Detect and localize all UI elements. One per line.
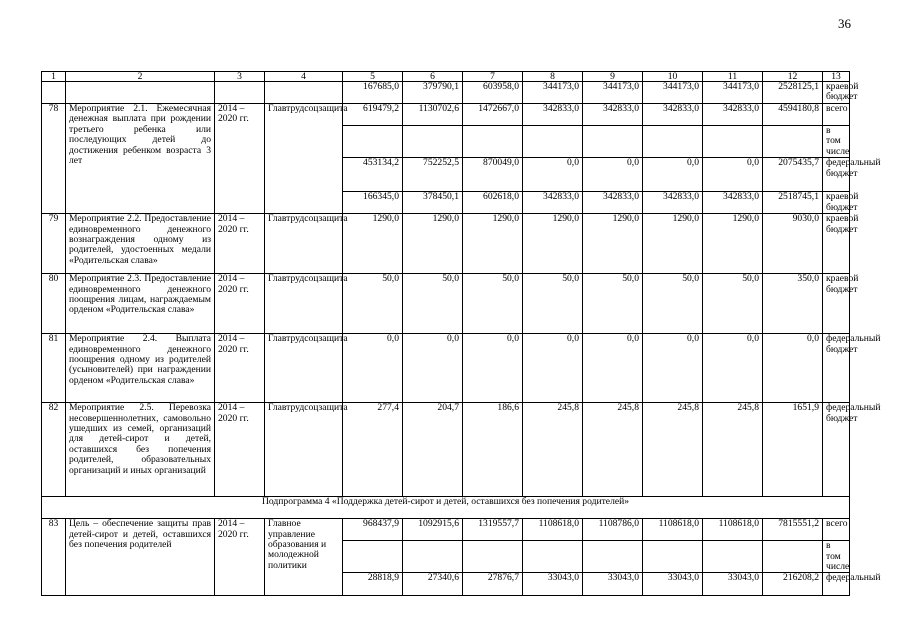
value-cell: 277,4 (343, 403, 403, 497)
executor-cell: Главтрудсоцзащита (265, 214, 343, 274)
value-cell: 2075435,7 (763, 158, 823, 192)
column-number-cell: 5 (343, 72, 403, 82)
value-cell: 1319557,7 (463, 519, 523, 541)
funding-source-cell: в том числе (823, 126, 850, 158)
subprogram-title: Подпрограмма 4 «Поддержка детей-сирот и детей, оставшихся без попечения родителей» (42, 497, 850, 519)
funding-source-cell: в том числе (823, 541, 850, 573)
value-cell: 33043,0 (583, 573, 643, 596)
value-cell: 50,0 (583, 274, 643, 334)
value-cell: 0,0 (643, 158, 703, 192)
value-cell (703, 541, 763, 573)
value-cell: 342833,0 (523, 104, 583, 126)
value-cell: 342833,0 (583, 104, 643, 126)
value-cell: 619479,2 (343, 104, 403, 126)
column-number-cell: 8 (523, 72, 583, 82)
value-cell: 1472667,0 (463, 104, 523, 126)
executor-cell: Главтрудсоцзащита (265, 334, 343, 403)
executor-cell: Главное управление образования и молодежной политики (265, 519, 343, 596)
funding-source-cell: всего (823, 519, 850, 541)
value-cell (523, 126, 583, 158)
row-number-cell: 78 (42, 104, 66, 214)
empty-cell (66, 82, 215, 104)
value-cell: 1290,0 (403, 214, 463, 274)
column-number-cell: 11 (703, 72, 763, 82)
value-cell (403, 126, 463, 158)
value-cell (403, 541, 463, 573)
value-cell: 378450,1 (403, 192, 463, 214)
value-cell: 0,0 (643, 334, 703, 403)
value-cell: 602618,0 (463, 192, 523, 214)
value-cell: 342833,0 (523, 192, 583, 214)
empty-cell (215, 82, 265, 104)
value-cell: 342833,0 (703, 104, 763, 126)
value-cell: 50,0 (463, 274, 523, 334)
period-cell: 2014 – 2020 гг. (215, 334, 265, 403)
value-cell (343, 541, 403, 573)
value-cell: 1290,0 (583, 214, 643, 274)
value-cell: 9030,0 (763, 214, 823, 274)
table-row (42, 214, 850, 274)
period-cell: 2014 – 2020 гг. (215, 214, 265, 274)
value-cell: 33043,0 (643, 573, 703, 596)
value-cell: 0,0 (703, 334, 763, 403)
value-cell: 216208,2 (763, 573, 823, 596)
column-number-cell: 12 (763, 72, 823, 82)
value-cell: 27876,7 (463, 573, 523, 596)
empty-cell (265, 82, 343, 104)
value-cell: 27340,6 (403, 573, 463, 596)
value-cell (463, 126, 523, 158)
value-cell: 1108618,0 (523, 519, 583, 541)
value-cell: 2528125,1 (763, 82, 823, 104)
value-cell: 0,0 (763, 334, 823, 403)
row-number-cell: 80 (42, 274, 66, 334)
table-row (42, 403, 850, 497)
value-cell: 50,0 (403, 274, 463, 334)
column-number-cell: 10 (643, 72, 703, 82)
value-cell: 1108618,0 (643, 519, 703, 541)
value-cell: 342833,0 (583, 192, 643, 214)
value-cell: 0,0 (523, 158, 583, 192)
measure-name-cell: Мероприятие 2.4. Выплата единовременного денежного поощрения одному из родителей (усыновителей) при награждении орденом «Родительская слава» (66, 334, 215, 403)
value-cell: 245,8 (523, 403, 583, 497)
value-cell: 33043,0 (703, 573, 763, 596)
row-number-cell: 81 (42, 334, 66, 403)
value-cell: 50,0 (643, 274, 703, 334)
period-cell: 2014 – 2020 гг. (215, 104, 265, 214)
row-number-cell: 83 (42, 519, 66, 596)
value-cell: 245,8 (703, 403, 763, 497)
table-row (42, 82, 850, 104)
value-cell: 379790,1 (403, 82, 463, 104)
value-cell (583, 126, 643, 158)
value-cell: 344173,0 (703, 82, 763, 104)
value-cell: 0,0 (403, 334, 463, 403)
value-cell (763, 541, 823, 573)
column-number-cell: 3 (215, 72, 265, 82)
value-cell: 7815551,2 (763, 519, 823, 541)
value-cell: 342833,0 (703, 192, 763, 214)
measure-name-cell: Мероприятие 2.2. Предоставление единовременного денежного вознаграждения одному из родителей, удостоенных медали «Родительская слава» (66, 214, 215, 274)
period-cell: 2014 – 2020 гг. (215, 519, 265, 596)
value-cell: 344173,0 (643, 82, 703, 104)
funding-source-cell: всего (823, 104, 850, 126)
table-row (42, 274, 850, 334)
value-cell (583, 541, 643, 573)
funding-source-cell: федеральный бюджет (823, 403, 850, 497)
value-cell: 4594180,8 (763, 104, 823, 126)
funding-source-cell: краевой бюджет (823, 82, 850, 104)
value-cell (643, 126, 703, 158)
value-cell: 186,6 (463, 403, 523, 497)
value-cell: 1092915,6 (403, 519, 463, 541)
measure-name-cell: Мероприятие 2.3. Предоставление единовременного денежного поощрения лицам, награждаемым орденом «Родительская слава» (66, 274, 215, 334)
value-cell: 1108618,0 (703, 519, 763, 541)
budget-table (41, 71, 881, 596)
period-cell: 2014 – 2020 гг. (215, 403, 265, 497)
value-cell (763, 126, 823, 158)
value-cell (523, 541, 583, 573)
value-cell: 350,0 (763, 274, 823, 334)
column-number-row (42, 72, 850, 82)
value-cell: 603958,0 (463, 82, 523, 104)
value-cell (343, 126, 403, 158)
value-cell (643, 541, 703, 573)
value-cell: 0,0 (523, 334, 583, 403)
column-number-cell: 4 (265, 72, 343, 82)
value-cell: 167685,0 (343, 82, 403, 104)
value-cell: 1290,0 (703, 214, 763, 274)
column-number-cell: 9 (583, 72, 643, 82)
column-number-cell: 7 (463, 72, 523, 82)
value-cell: 1290,0 (463, 214, 523, 274)
period-cell: 2014 – 2020 гг. (215, 274, 265, 334)
subprogram-row (42, 497, 850, 519)
value-cell: 453134,2 (343, 158, 403, 192)
value-cell: 344173,0 (583, 82, 643, 104)
measure-name-cell: Мероприятие 2.5. Перевозка несовершеннолетних, самовольно ушедших из семей, организаций для детей-сирот и детей, оставшихся без попечения родителей, образовательных организаций и иных организаций (66, 403, 215, 497)
funding-source-cell: федеральный бюджет (823, 334, 850, 403)
value-cell (703, 126, 763, 158)
funding-source-cell: федеральный (823, 573, 850, 596)
column-number-cell: 6 (403, 72, 463, 82)
value-cell: 50,0 (523, 274, 583, 334)
value-cell: 344173,0 (523, 82, 583, 104)
measure-name-cell: Мероприятие 2.1. Ежемесячная денежная выплата при рождении третьего ребенка или последующих детей до достижения ребенком возраста 3 лет (66, 104, 215, 214)
value-cell: 342833,0 (643, 104, 703, 126)
value-cell: 50,0 (343, 274, 403, 334)
empty-cell (42, 82, 66, 104)
row-number-cell: 82 (42, 403, 66, 497)
table-row (42, 334, 850, 403)
value-cell: 342833,0 (643, 192, 703, 214)
funding-source-cell: федеральный бюджет (823, 158, 850, 192)
value-cell: 1290,0 (523, 214, 583, 274)
table-row (42, 519, 850, 541)
value-cell: 0,0 (703, 158, 763, 192)
measure-name-cell: Цель – обеспечение защиты прав детей-сирот и детей, оставшихся без попечения родителей (66, 519, 215, 596)
value-cell: 0,0 (463, 334, 523, 403)
column-number-cell: 13 (823, 72, 850, 82)
value-cell: 1290,0 (643, 214, 703, 274)
value-cell: 968437,9 (343, 519, 403, 541)
value-cell: 0,0 (343, 334, 403, 403)
value-cell: 33043,0 (523, 573, 583, 596)
value-cell: 245,8 (643, 403, 703, 497)
column-number-cell: 1 (42, 72, 66, 82)
value-cell: 1290,0 (343, 214, 403, 274)
value-cell: 245,8 (583, 403, 643, 497)
table-row (42, 104, 850, 126)
value-cell: 204,7 (403, 403, 463, 497)
executor-cell: Главтрудсоцзащита (265, 403, 343, 497)
row-number-cell: 79 (42, 214, 66, 274)
executor-cell: Главтрудсоцзащита (265, 104, 343, 214)
value-cell (463, 541, 523, 573)
value-cell: 0,0 (583, 334, 643, 403)
value-cell: 752252,5 (403, 158, 463, 192)
value-cell: 1651,9 (763, 403, 823, 497)
funding-source-cell: краевой бюджет (823, 214, 850, 274)
value-cell: 166345,0 (343, 192, 403, 214)
executor-cell: Главтрудсоцзащита (265, 274, 343, 334)
page-number: 36 (838, 16, 851, 31)
value-cell: 28818,9 (343, 573, 403, 596)
funding-source-cell: краевой бюджет (823, 274, 850, 334)
value-cell: 870049,0 (463, 158, 523, 192)
value-cell: 50,0 (703, 274, 763, 334)
funding-source-cell: краевой бюджет (823, 192, 850, 214)
value-cell: 1130702,6 (403, 104, 463, 126)
value-cell: 0,0 (583, 158, 643, 192)
value-cell: 1108786,0 (583, 519, 643, 541)
column-number-cell: 2 (66, 72, 215, 82)
value-cell: 2518745,1 (763, 192, 823, 214)
